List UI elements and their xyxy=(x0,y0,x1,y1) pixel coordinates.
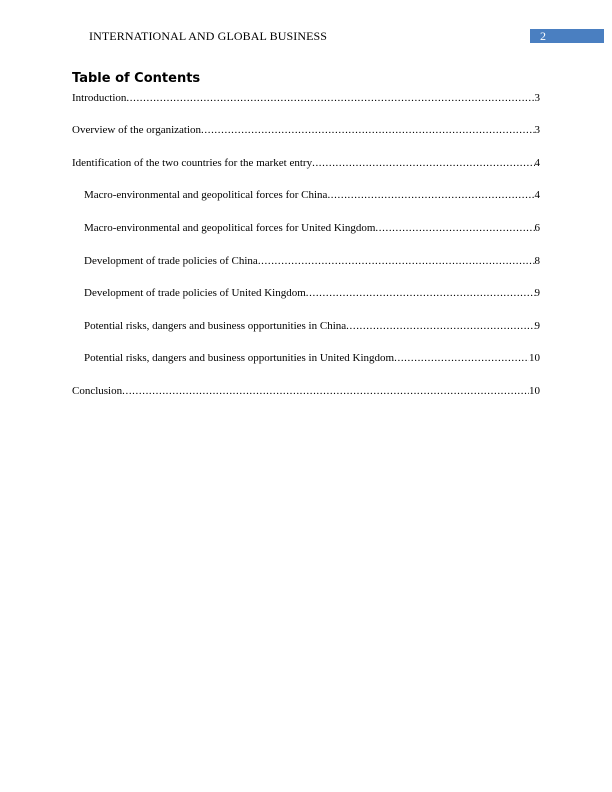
toc-entry-risks-china[interactable] xyxy=(84,319,540,333)
toc-dot-leader xyxy=(201,124,534,137)
toc-dot-leader xyxy=(306,287,535,300)
toc-entry-page: 9 xyxy=(534,287,540,299)
toc-entry-text: Introduction xyxy=(72,92,127,104)
toc-dot-leader xyxy=(122,385,529,398)
toc-entry-text: Macro-environmental and geopolitical forces for United Kingdom xyxy=(84,222,376,234)
toc-entry-text: Potential risks, dangers and business opportunities in China xyxy=(84,320,347,332)
toc-entry-page: 10 xyxy=(529,385,540,397)
toc-dot-leader xyxy=(394,352,529,365)
page-number: 2 xyxy=(540,29,546,43)
toc-entry-trade-china[interactable] xyxy=(84,254,540,268)
toc-entry-conclusion[interactable] xyxy=(72,384,540,398)
toc-entry-overview[interactable] xyxy=(72,123,540,137)
toc-entry-text: Development of trade policies of United Kingdom xyxy=(84,287,306,299)
toc-entry-text: Identification of the two countries for the market entry xyxy=(72,157,313,169)
toc-entry-page: 4 xyxy=(534,157,540,169)
toc-entry-page: 3 xyxy=(534,124,540,136)
toc-dot-leader xyxy=(346,320,534,333)
toc-entry-risks-uk[interactable] xyxy=(84,351,540,365)
toc-dot-leader xyxy=(126,92,534,105)
toc-entry-page: 3 xyxy=(534,92,540,104)
toc-title: Table of Contents xyxy=(72,71,201,86)
toc-entry-page: 9 xyxy=(534,320,540,332)
toc-dot-leader xyxy=(375,222,534,235)
toc-entry-page: 6 xyxy=(534,222,540,234)
toc-dot-leader xyxy=(327,189,534,202)
toc-entry-text: Macro-environmental and geopolitical forces for China xyxy=(84,189,328,201)
toc-entry-macro-uk[interactable] xyxy=(84,221,540,235)
toc-dot-leader xyxy=(312,157,534,170)
toc-entry-macro-china[interactable] xyxy=(84,188,540,202)
toc-entry-page: 8 xyxy=(534,255,540,267)
toc-entry-page: 10 xyxy=(529,352,540,364)
toc-entry-text: Conclusion xyxy=(72,385,123,397)
toc-entry-trade-uk[interactable] xyxy=(84,286,540,300)
toc-entry-page: 4 xyxy=(534,189,540,201)
running-head: INTERNATIONAL AND GLOBAL BUSINESS xyxy=(89,29,328,43)
toc-entry-identification[interactable] xyxy=(72,156,540,170)
page-number-badge xyxy=(530,29,604,43)
toc-entry-text: Potential risks, dangers and business opportunities in United Kingdom xyxy=(84,352,395,364)
toc-dot-leader xyxy=(258,255,535,268)
toc-entry-text: Development of trade policies of China xyxy=(84,255,258,267)
toc-entry-text: Overview of the organization xyxy=(72,124,202,136)
toc-entry-introduction[interactable] xyxy=(72,91,540,105)
